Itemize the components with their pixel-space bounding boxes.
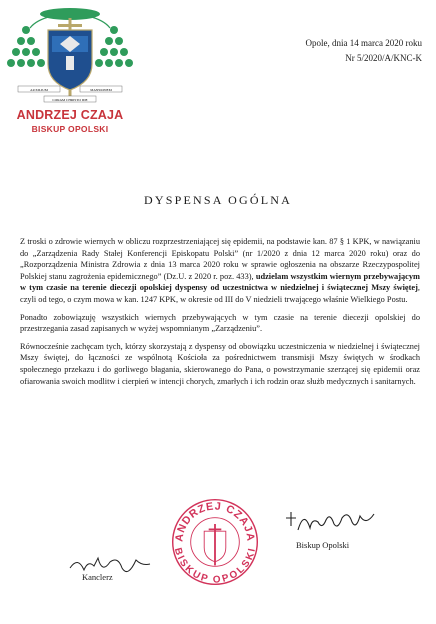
paragraph-1-outro: , czyli od tego, o czym mowa w kan. 1247 KPK, w okresie od III do V niedzieli trwającego właśnie Wielkiego Postu. xyxy=(20,283,420,304)
document-body xyxy=(20,236,420,393)
seal-text-top: ANDRZEJ CZAJA xyxy=(173,500,257,543)
paragraph-1-intro: Z troski o zdrowie wiernych w obliczu rozprzestrzeniającej się epidemii, na podstawie kan. 87 § 1 KPK, w nawiązaniu do „Zarządzenia Rady Stałej Konferencji Episkopatu Polski” (nr 1/2020 z dnia 12 marca 2020 roku) oraz do „Rozporządzenia Ministra Zdrowia z dnia 13 marca 2020 roku w sprawie ogłoszenia na obszarze Rzeczypospolitej Polskiej stanu zagrożenia epidemicznego” (Dz.U. z 2020 r. poz. 433), xyxy=(20,237,420,281)
motto-right: MANSIONEM xyxy=(90,88,112,92)
paragraph-1-dispensation-bold: udzielam wszystkim wiernym przebywającym w tym czasie na terenie diecezji opolskiej dyspensy od uczestnictwa w niedzielnej i świątecznej Mszy świętej xyxy=(20,271,420,293)
motto-left: AUXILIUM xyxy=(30,88,48,92)
document-date: Opole, dnia 14 marca 2020 roku xyxy=(305,38,422,48)
bishop-name: ANDRZEJ CZAJA xyxy=(16,108,124,122)
paragraph-2: Ponadto zobowiązuję wszystkich wiernych przebywających w tym czasie na terenie diecezji opolskiej do przestrzegania zasad zapisanych w wyżej wspomnianym „Zarządzeniu”. xyxy=(20,312,420,334)
bishop-signature-label: Biskup Opolski xyxy=(296,540,350,550)
paragraph-3: Równocześnie zachęcam tych, którzy skorzystają z dyspensy od obowiązku uczestniczenia w niedzielnej i świątecznej Mszy świętej, do łączności ze wspólnotą Kościoła za pośrednictwem transmisji Mszy świętych w środkach społecznego przekazu i do gorliwego błagania, skierowanego do Pana, o powstrzymanie szerzącej się epidemii oraz ofiarowania swoich modlitw i cierpień w intencji chorych, zmarłych i ich rodzin oraz służb medycznych i sanitarnych. xyxy=(20,341,420,386)
official-seal xyxy=(170,497,260,587)
seal-text-bottom: BISKUP OPOLSKI xyxy=(171,546,259,586)
document-title: DYSPENSA OGÓLNA xyxy=(143,193,292,207)
paragraph-1 xyxy=(20,236,420,306)
bishop-handwritten-signature xyxy=(282,508,382,540)
motto-bottom: CORAM CHRISTO IDE xyxy=(52,98,88,102)
bishop-title: BISKUP OPOLSKI xyxy=(31,124,109,134)
chancellor-signature-label: Kanclerz xyxy=(82,572,113,582)
document-reference-number: Nr 5/2020/A/KNC-K xyxy=(345,53,422,63)
bishop-coat-of-arms xyxy=(0,6,140,106)
